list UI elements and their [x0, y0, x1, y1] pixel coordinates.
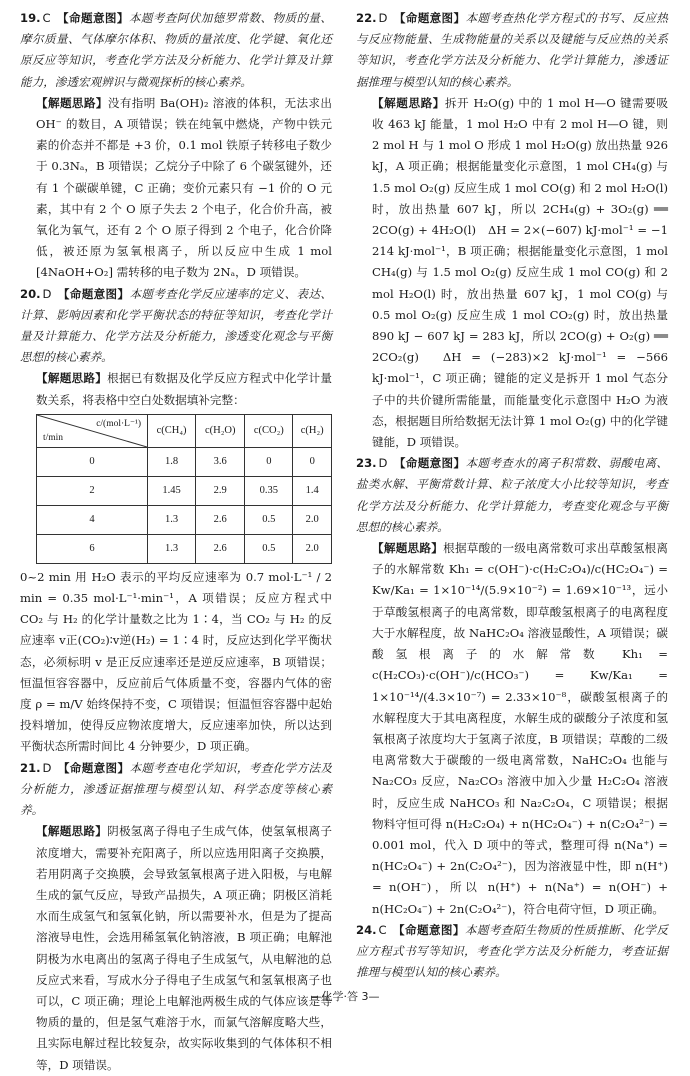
intent-text: 本题考查阿伏加德罗常数、物质的量、摩尔质量、气体摩尔体积、物质的量浓度、化学键、氧化还原反应等知识，考查化学方法及分析能力、化学计算及计算能力，渗透宏观辨识与微观探析的核心素养。: [20, 11, 332, 89]
table-cell: 2.0: [293, 534, 332, 563]
intent-text: 本题考查水的离子积常数、弱酸电离、盐类水解、平衡常数计算、粒子浓度大小比较等知识，考查化学方法及分析能力、化学计算能力，考查变化观念与平衡思想的核心素养。: [356, 456, 668, 534]
table-cell: 2.0: [293, 505, 332, 534]
question-23: [356, 453, 668, 919]
solution-text: 根据草酸的一级电离常数可求出草酸氢根离子的水解常数 Kh₁ = c(OH⁻)·c(H₂C₂O₄)/c(HC₂O₄⁻) = Kw/Ka₁ = 1×10⁻¹⁴/(5.9×10⁻²) = 1.69×10⁻¹³，远小于草酸氢根离子的电离常数，即草酸氢根离子的电离程度大于水解程度，故 NaHC₂O₄ 溶液显酸性，A 项错误；碳酸氢根离子的水解常数 Kh₁ = c(H₂CO₃)·c(OH⁻)/c(HCO₃⁻) = Kw/Ka₁ = 1×10⁻¹⁴/(4.3×10⁻⁷) = 2.33×10⁻⁸，碳酸氢根离子的水解程度大于其电离程度，水解生成的碳酸分子浓度和氢氧根离子浓度均大于氢离子浓度，B 项错误；草酸的二级电离常数大于碳酸的一级电离常数，NaHC₂O₄ 也能与 Na₂CO₃ 反应，Na₂CO₃ 溶液中加入少量 H₂C₂O₄ 溶液时，反应生成 NaHCO₃ 和 Na₂C₂O₄，C 项错误；根据物料守恒可得 n(H₂C₂O₄) + n(HC₂O₄⁻) + n(C₂O₄²⁻) = 0.001 mol，代入 D 项中的等式，整理可得 n(Na⁺) = n(HC₂O₄⁻) + 2n(C₂O₄²⁻)，因为溶液显中性，即 n(H⁺) = n(OH⁻)，所以 n(H⁺) + n(Na⁺) = n(OH⁻) + n(HC₂O₄⁻) + 2n(C₂O₄²⁻)，符合电荷守恒，D 项正确。: [372, 541, 668, 916]
table-header: c(CH₄): [148, 414, 196, 447]
concentration-table: [36, 414, 332, 564]
table-cell: 0: [245, 447, 293, 476]
intent-tag: 【命题意图】: [392, 922, 465, 937]
intent-text: 本题考查化学反应速率的定义、表达、计算、影响因素和化学平衡状态的特征等知识，考查化学计量及计算能力、化学方法及分析能力，渗透变化观念与平衡思想的核心素养。: [20, 286, 332, 365]
solution-text: 阴极氢离子得电子生成气体，使氢氧根离子浓度增大，需要补充阳离子，所以应选用阳离子交换膜，若用阴离子交换膜，会导致氢氧根离子进入阳极，与电解生成的氯气反应，导致产品损失，A 项正确；阴极区消耗水而生成氢气和氢氧化钠，所以需要补水，但是为了提高溶液导电性，会选用稀氢氧化钠溶液，B 项正确；电解池阴极为水电离出的氢离子得电子生成氢气，从电解池的总反应式来看，写成水分子得电子生成氢气和氢氧根离子也可以，C 项正确；理论上电解池两极生成的气体应该是等物质的量的，但是氢气难溶于水，而氯气溶解度略大些，且实际电解过程比较复杂，故实际收集到的气体体积不相等，D 项错误。: [36, 824, 332, 1072]
solution-text: 根据已有数据及化学反应方程式中化学计量数关系，将表格中空白处数据填补完整：: [36, 371, 332, 407]
table-cell: 2.6: [196, 505, 245, 534]
answer-letter: D: [42, 760, 52, 775]
table-cell: 0.35: [245, 476, 293, 505]
answer-letter: D: [378, 11, 388, 25]
corner-time-label: t/min: [43, 432, 64, 443]
solution-continued: 0~2 min 用 H₂O 表示的平均反应速率为 0.7 mol·L⁻¹ / 2 min = 0.35 mol·L⁻¹·min⁻¹，A 项错误；反应方程式中 CO₂ 与 H₂ 的化学计量数之比为 1∶4，当 CO₂ 与 H₂ 的反应速率 v正(CO₂)∶v逆(H₂) = 1∶4 时，反应达到化学平衡状态，必须标明 v 是正反应速率还是逆反应速率，B 项错误；恒温恒容容器中，反应前后气体质量不变，容器内气体的密度 ρ = m/V 始终保持不变，C 项错误；恒温恒容容器中起始投料增加，使得反应物浓度增大，反应速率加快，所以达到平衡状态所需时间比 4 分钟要少，D 项正确。: [20, 569, 332, 754]
left-column: [20, 8, 332, 1076]
question-number: 24.: [356, 922, 377, 937]
answer-letter: D: [378, 456, 388, 471]
answer-letter: C: [42, 11, 51, 25]
intent-tag: 【命题意图】: [57, 760, 130, 775]
table-row: [37, 534, 332, 563]
question-22: [356, 8, 668, 453]
time-cell: 2: [37, 476, 148, 505]
question-21: [20, 758, 332, 1076]
table-corner-cell: [37, 414, 148, 447]
table-cell: 0: [293, 447, 332, 476]
solution-tag: 【解题思路】: [36, 824, 108, 839]
table-cell: 2.6: [196, 534, 245, 563]
time-cell: 0: [37, 447, 148, 476]
table-cell: 2.9: [196, 476, 245, 505]
question-19: [20, 8, 332, 284]
intent-text: 本题考查电化学知识，考查化学方法及分析能力，渗透证据推理与模型认知、科学态度等核心素养。: [20, 760, 332, 818]
time-cell: 6: [37, 534, 148, 563]
time-cell: 4: [37, 505, 148, 534]
right-column: [356, 8, 668, 983]
table-cell: 0.5: [245, 534, 293, 563]
question-number: 21.: [20, 760, 41, 775]
intent-tag: 【命题意图】: [393, 11, 466, 25]
table-cell: 1.8: [148, 447, 196, 476]
table-cell: 1.45: [148, 476, 196, 505]
table-header-row: [37, 414, 332, 447]
solution-text: 没有指明 Ba(OH)₂ 溶液的体积，无法求出 OH⁻ 的数目，A 项错误；铁在纯氧中燃烧，产物中铁元素的价态并不都是 +3 价，0.1 mol 铁原子转移电子数少于 0.3Nₐ，B 项错误；乙烷分子中除了 6 个碳氢键外，还有 1 个碳碳单键，C 正确；变价元素只有 −1 价的 O 元素，其中有 2 个 O 原子失去 2 个电子，化合价升高，被氧化为氧气，还有 2 个 O 原子得到 2 个电子，化合价降低，被还原为氢氧根离子，所以反应中生成 1 mol [4NaOH+O₂] 需转移的电子数为 2Nₐ，D 项错误。: [36, 95, 332, 280]
intent-text: 本题考查热化学方程式的书写、反应热与反应物能量、生成物能量的关系以及键能与反应热的关系等知识，考查化学方法及分析能力、化学计算能力，渗透证据推理与模型认知的核心素养。: [356, 11, 668, 89]
table-cell: 1.4: [293, 476, 332, 505]
question-number: 20.: [20, 286, 41, 301]
intent-tag: 【命题意图】: [56, 11, 129, 25]
question-number: 23.: [356, 456, 377, 471]
intent-tag: 【命题意图】: [393, 456, 466, 471]
table-cell: 1.3: [148, 505, 196, 534]
table-cell: 3.6: [196, 447, 245, 476]
corner-unit-label: c/(mol·L⁻¹): [96, 418, 141, 429]
question-number: 22.: [356, 11, 377, 25]
table-cell: 1.3: [148, 534, 196, 563]
answer-letter: C: [378, 922, 387, 937]
question-24: [356, 920, 668, 984]
table-row: [37, 505, 332, 534]
table-row: [37, 447, 332, 476]
page-footer: —化学·答 3—: [310, 990, 380, 1003]
solution-tag: 【解题思路】: [372, 541, 444, 556]
answer-letter: D: [42, 286, 52, 301]
table-row: [37, 476, 332, 505]
solution-text: 拆开 H₂O(g) 中的 1 mol H—O 键需要吸收 463 kJ 能量，1 mol H₂O 中有 2 mol H—O 键，则 2 mol H 与 1 mol O 形成 1 mol H₂O(g) 放出热量 926 kJ，A 项正确；根据能量变化示意图，1 mol CH₄(g) 与 1.5 mol O₂(g) 反应生成 1 mol CO(g) 和 2 mol H₂O(l) 时，放出热量 607 kJ，所以 2CH₄(g) + 3O₂(g) ══ 2CO(g) + 4H₂O(l) ΔH = 2×(−607) kJ·mol⁻¹ = −1 214 kJ·mol⁻¹，B 项正确；根据能量变化示意图，1 mol CH₄(g) 与 1.5 mol O₂(g) 反应生成 1 mol CO(g) 和 2 mol H₂O(l) 时，放出热量 607 kJ，1 mol CO(g) 与 0.5 mol O₂(g) 反应生成 1 mol CO₂(g) 时，放出热量 890 kJ − 607 kJ = 283 kJ，所以 2CO(g) + O₂(g) ══ 2CO₂(g) ΔH = (−283)×2 kJ·mol⁻¹ = −566 kJ·mol⁻¹，C 项正确；键能的定义是拆开 1 mol 气态分子中的共价键所需能量，而能量变化示意图中 H₂O 为液态，根据题目所给数据无法计算 1 mol O₂(g) 中的化学键键能，D 项错误。: [372, 95, 668, 450]
question-20: [20, 284, 332, 758]
intent-text: 本题考查陌生物质的性质推断、化学反应方程式书写等知识，考查化学方法及分析能力，考查证据推理与模型认知的核心素养。: [356, 922, 668, 980]
table-header: c(H₂O): [196, 414, 245, 447]
solution-tag: 【解题思路】: [372, 95, 445, 110]
table-header: c(H₂): [293, 414, 332, 447]
intent-tag: 【命题意图】: [57, 286, 130, 301]
question-number: 19.: [20, 11, 41, 25]
table-header: c(CO₂): [245, 414, 293, 447]
solution-tag: 【解题思路】: [36, 95, 108, 110]
table-cell: 0.5: [245, 505, 293, 534]
solution-tag: 【解题思路】: [36, 371, 108, 386]
